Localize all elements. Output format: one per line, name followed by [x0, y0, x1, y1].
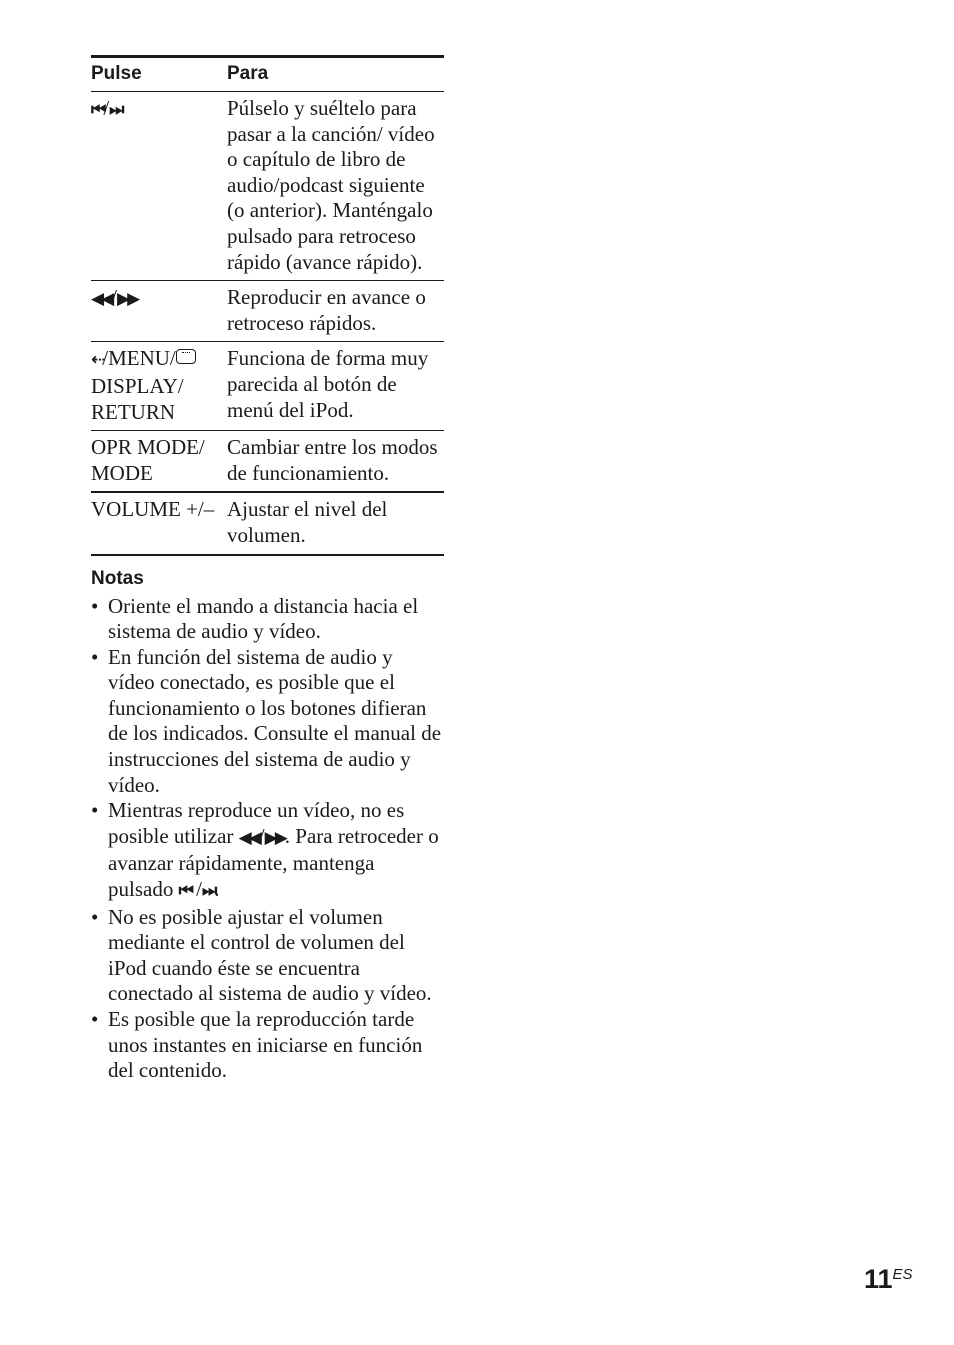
- table-body: [91, 92, 444, 555]
- text-fragment: No es posible ajustar el volumen mediante el control de volumen del iPod cuando éste se encuentra conectado al sistema de audio y vídeo.: [108, 904, 432, 1006]
- text-fragment: DISPLAY/ RETURN: [91, 373, 184, 424]
- page-number: [864, 1264, 913, 1295]
- bullet: •: [91, 1007, 99, 1031]
- table-row: [91, 281, 444, 342]
- description-cell: Púlselo y suéltelo para pasar a la canción/ vídeo o capítulo de libro de audio/podcast siguiente (o anterior). Manténgalo pulsado para retroceso rápido (avance rápido).: [227, 92, 444, 281]
- table-row: [91, 492, 444, 554]
- text-fragment: .: [214, 877, 220, 902]
- text-fragment: /: [190, 877, 202, 902]
- description-cell: Cambiar entre los modos de funcionamiento.: [227, 431, 444, 493]
- text-fragment: Oriente el mando a distancia hacia el sistema de audio y vídeo.: [108, 593, 419, 644]
- fast-forward-icon: ▶▶: [117, 289, 138, 310]
- text-fragment: /MENU/: [102, 346, 176, 371]
- note-item: [91, 645, 444, 799]
- notes-title: Notas: [91, 567, 144, 589]
- button-cell: [91, 92, 227, 281]
- note-item: [91, 594, 444, 645]
- description-cell: Reproducir en avance o retroceso rápidos.: [227, 281, 444, 342]
- button-cell: [91, 281, 227, 342]
- fast-forward-icon: ▶▶: [264, 827, 285, 848]
- skip-prev-icon: ⏮: [178, 881, 191, 902]
- text-fragment: VOLUME +/–: [91, 497, 215, 522]
- text-fragment: /: [111, 285, 117, 310]
- display-icon: [176, 349, 196, 364]
- text-fragment: OPR MODE/ MODE: [91, 435, 205, 485]
- controls-table: [91, 55, 444, 556]
- button-cell: [91, 431, 227, 493]
- table-row: [91, 431, 444, 493]
- page-number-value: 11: [864, 1264, 893, 1294]
- text-fragment: /: [258, 823, 265, 848]
- bullet: •: [91, 798, 99, 823]
- back-arrow-icon: ⇠: [91, 350, 103, 371]
- header-pulse: Pulse: [91, 57, 227, 92]
- skip-prev-icon: ⏮: [91, 100, 104, 120]
- table-header-row: [91, 57, 444, 92]
- description-cell: Funciona de forma muy parecida al botón de menú del iPod.: [227, 342, 444, 431]
- button-cell: [91, 342, 227, 431]
- page-content: [91, 55, 444, 1084]
- bullet: •: [91, 904, 99, 929]
- text-fragment: . Para retroceder o avanzar rápidamente, mantenga pulsado: [108, 823, 439, 902]
- header-para: Para: [227, 57, 444, 92]
- text-fragment: En función del sistema de audio y vídeo conectado, es posible que el funcionamiento o los botones difieran de los indicados. Consulte el manual de instrucciones del sistema de audio y vídeo.: [108, 644, 442, 797]
- table-row: [91, 342, 444, 431]
- description-cell: Ajustar el nivel del volumen.: [227, 497, 388, 547]
- text-fragment: Es posible que la reproducción tarde unos instantes en iniciarse en función del contenido.: [108, 1007, 423, 1083]
- text-fragment: Mientras reproduce un vídeo, no es posible utilizar: [108, 798, 405, 848]
- rewind-icon: ◀◀: [91, 289, 112, 310]
- page-language-suffix: ES: [892, 1266, 913, 1283]
- rewind-icon: ◀◀: [238, 827, 259, 848]
- bullet: •: [91, 644, 99, 669]
- table-row: [91, 92, 444, 281]
- note-item: [91, 1007, 444, 1084]
- note-item: [91, 798, 444, 904]
- bullet: •: [91, 593, 99, 618]
- note-item: [91, 905, 444, 1007]
- skip-next-icon: ⏭: [201, 881, 215, 902]
- text-fragment: /: [103, 96, 110, 120]
- button-cell: [91, 492, 227, 554]
- skip-next-icon: ⏭: [109, 100, 122, 120]
- notes-list: [91, 594, 444, 1084]
